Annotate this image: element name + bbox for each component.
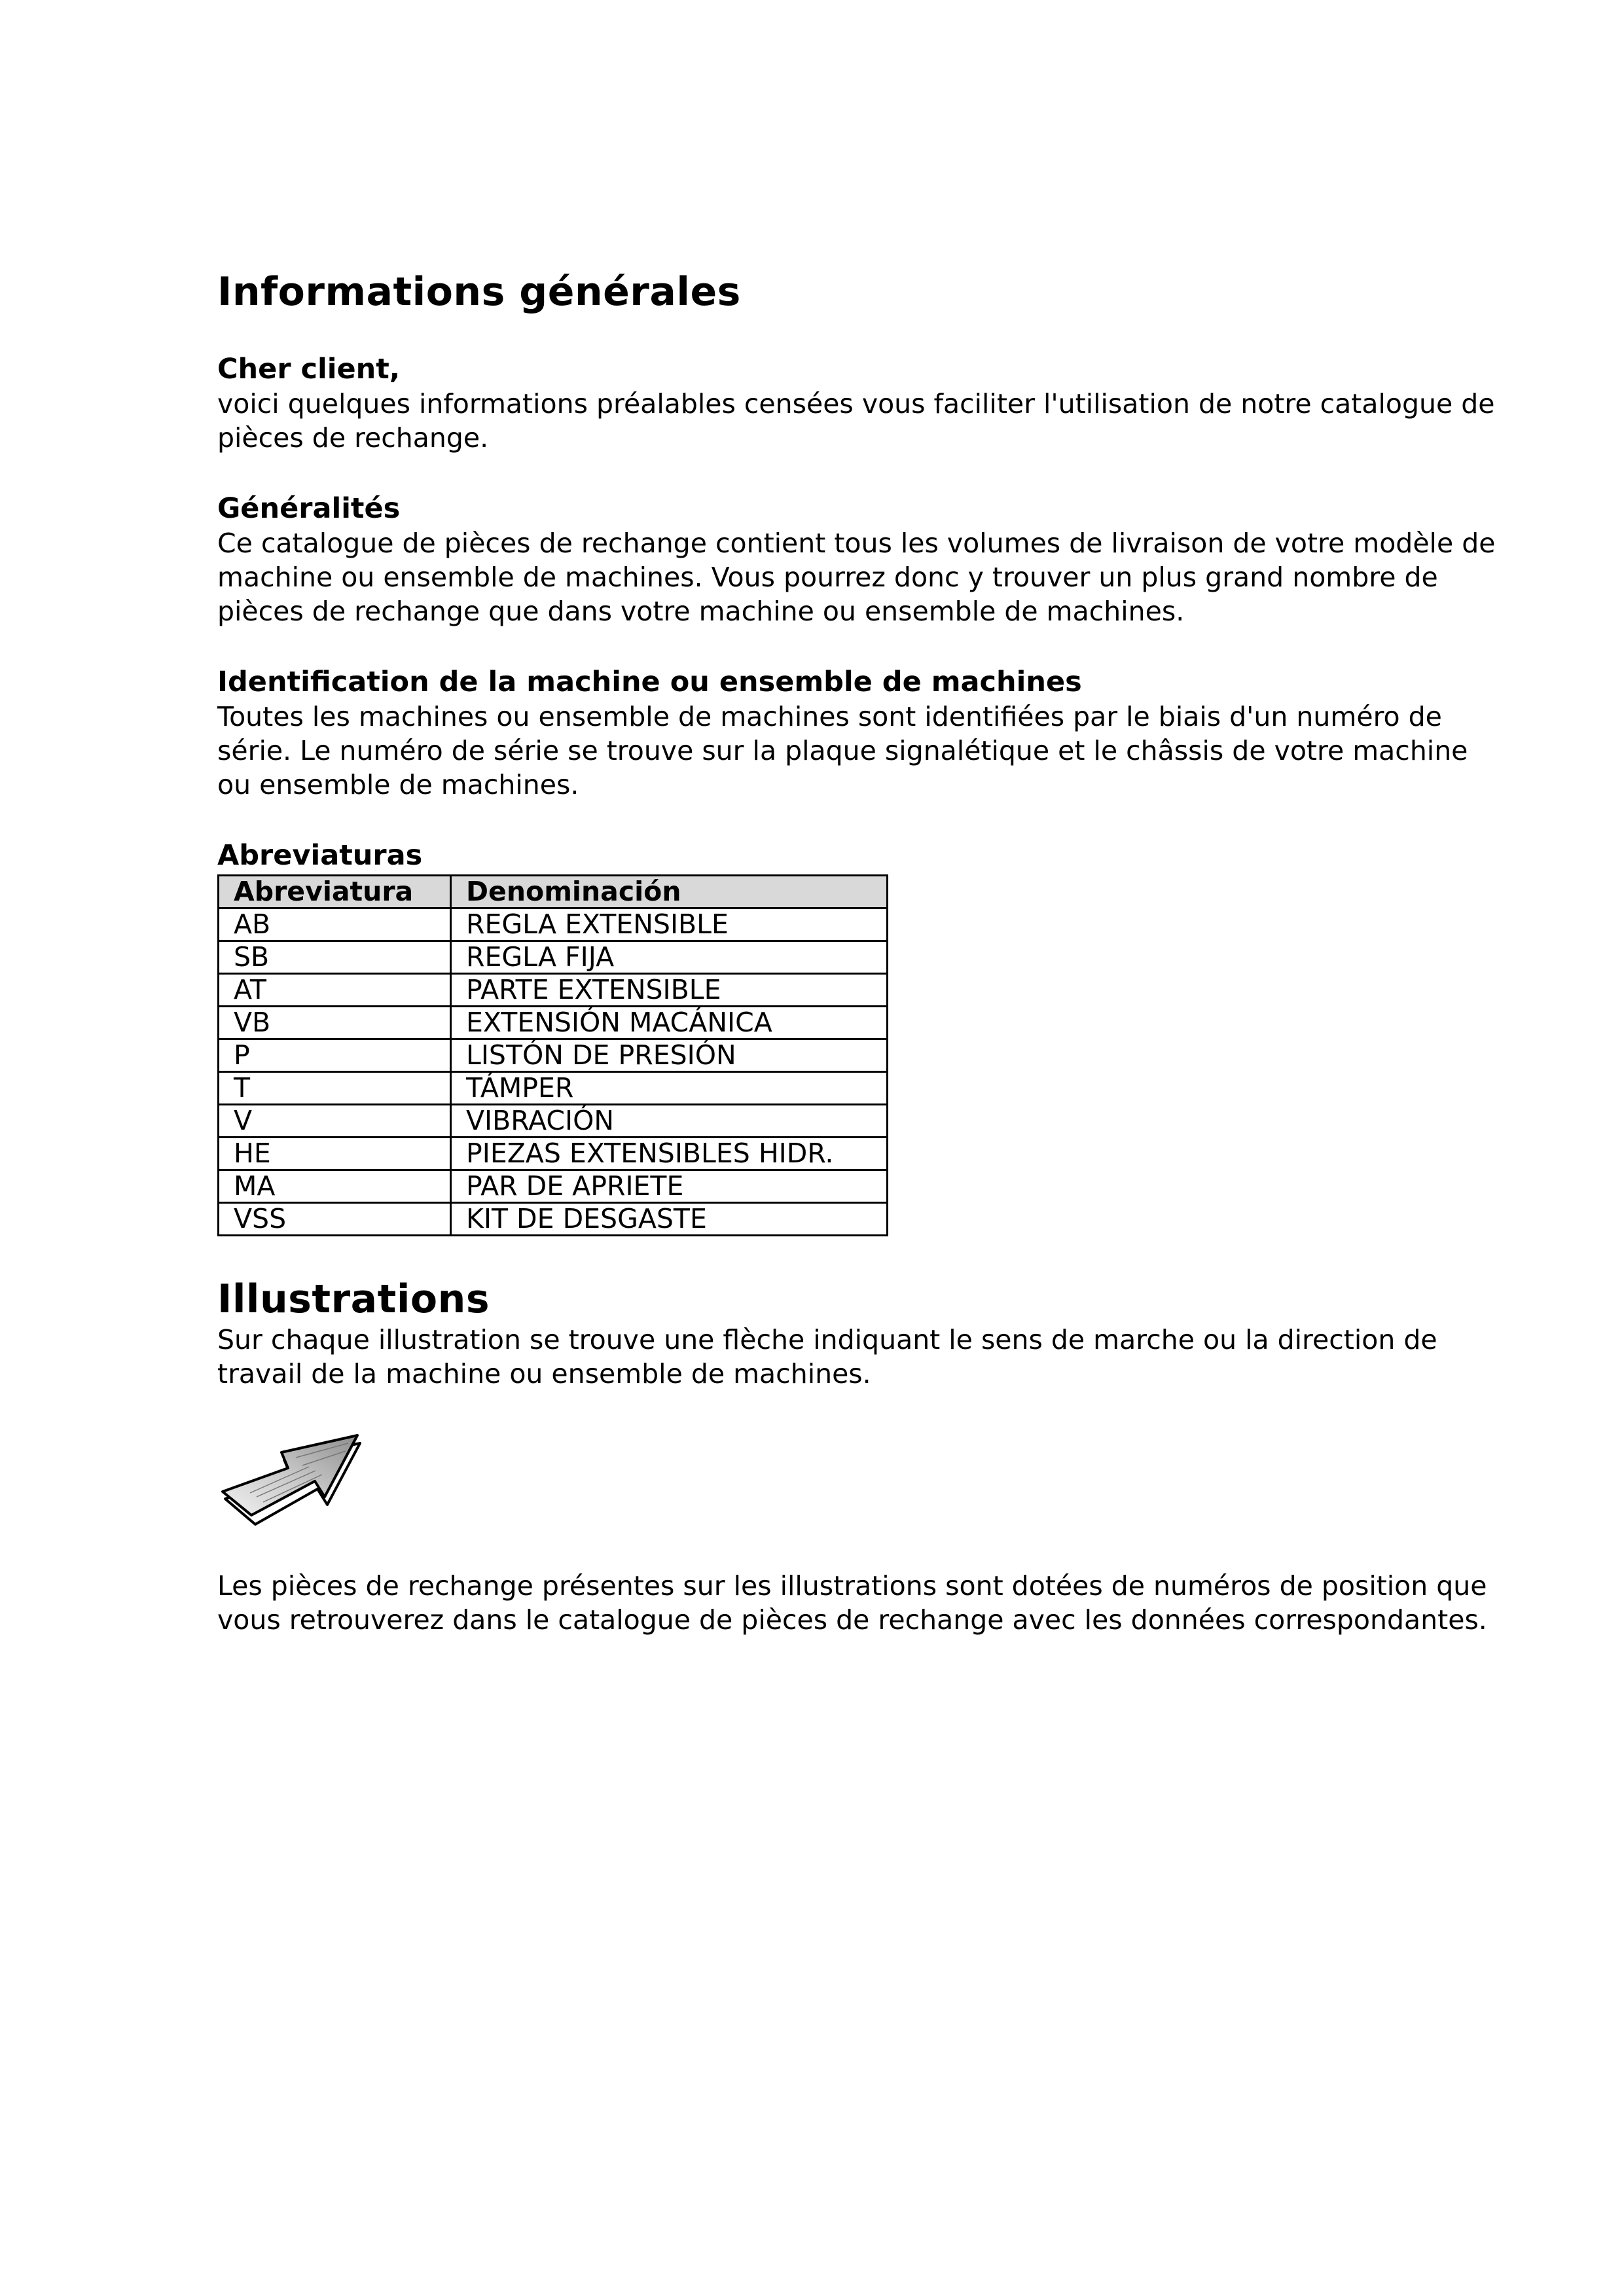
illustrations-section: [217, 1276, 1500, 1530]
page-title: Informations générales: [217, 269, 741, 315]
table-row: [219, 1138, 888, 1170]
abbreviation-cell: V: [219, 1105, 451, 1138]
denomination-cell: KIT DE DESGASTE: [451, 1203, 888, 1236]
abbreviation-cell: AB: [219, 908, 451, 941]
denomination-cell: PIEZAS EXTENSIBLES HIDR.: [451, 1138, 888, 1170]
abbreviation-cell: HE: [219, 1138, 451, 1170]
client-heading: Cher client,: [217, 353, 401, 386]
client-text: voici quelques informations préalables censées vous faciliter l'utilisation de notre catalogue de pièces de rechange.: [217, 388, 1495, 454]
illustrations-text: Sur chaque illustration se trouve une flèche indiquant le sens de marche ou la direction de travail de la machine ou ensemble de machines.: [217, 1324, 1437, 1390]
denomination-cell: PARTE EXTENSIBLE: [451, 974, 888, 1007]
denomination-cell: REGLA EXTENSIBLE: [451, 908, 888, 941]
table-row: [219, 941, 888, 974]
table-row: [219, 974, 888, 1007]
table-row: [219, 1203, 888, 1236]
identification-text: Toutes les machines ou ensemble de machines sont identifiées par le biais d'un numéro de série. Le numéro de série se trouve sur la plaque signalétique et le châssis de votre machine ou ensemble de machines.: [217, 701, 1468, 800]
abbreviations-section: [217, 838, 1500, 1236]
generalities-section: [217, 492, 1500, 628]
abbreviation-cell: VB: [219, 1007, 451, 1039]
column-header-denomination: Denominación: [451, 876, 888, 908]
table-header-row: [219, 876, 888, 908]
abbreviation-cell: AT: [219, 974, 451, 1007]
denomination-cell: EXTENSIÓN MACÁNICA: [451, 1007, 888, 1039]
parts-section: [217, 1569, 1500, 1637]
abbreviation-cell: SB: [219, 941, 451, 974]
abbreviations-heading: Abreviaturas: [217, 839, 423, 872]
abbreviation-cell: MA: [219, 1170, 451, 1203]
direction-arrow-icon: [217, 1431, 368, 1530]
table-row: [219, 1039, 888, 1072]
client-section: [217, 352, 1500, 455]
identification-section: [217, 665, 1500, 802]
parts-text: Les pièces de rechange présentes sur les illustrations sont dotées de numéros de position que vous retrouverez dans le catalogue de pièces de rechange avec les données correspondantes.: [217, 1570, 1487, 1636]
denomination-cell: VIBRACIÓN: [451, 1105, 888, 1138]
denomination-cell: PAR DE APRIETE: [451, 1170, 888, 1203]
denomination-cell: LISTÓN DE PRESIÓN: [451, 1039, 888, 1072]
page-content: [217, 268, 1500, 1637]
abbreviation-cell: VSS: [219, 1203, 451, 1236]
generalities-heading: Généralités: [217, 492, 401, 525]
abbreviation-cell: T: [219, 1072, 451, 1105]
table-row: [219, 1105, 888, 1138]
denomination-cell: REGLA FIJA: [451, 941, 888, 974]
table-row: [219, 1072, 888, 1105]
abbreviation-cell: P: [219, 1039, 451, 1072]
denomination-cell: TÁMPER: [451, 1072, 888, 1105]
identification-heading: Identification de la machine ou ensemble de machines: [217, 666, 1082, 698]
table-row: [219, 1170, 888, 1203]
illustrations-heading: Illustrations: [217, 1276, 490, 1322]
column-header-abbreviation: Abreviatura: [219, 876, 451, 908]
table-row: [219, 1007, 888, 1039]
abbreviations-table: [217, 874, 888, 1236]
generalities-text: Ce catalogue de pièces de rechange contient tous les volumes de livraison de votre modèle de machine ou ensemble de machines. Vous pourrez donc y trouver un plus grand nombre de pièces de rechange que dans votre machine ou ensemble de machines.: [217, 528, 1496, 627]
table-row: [219, 908, 888, 941]
